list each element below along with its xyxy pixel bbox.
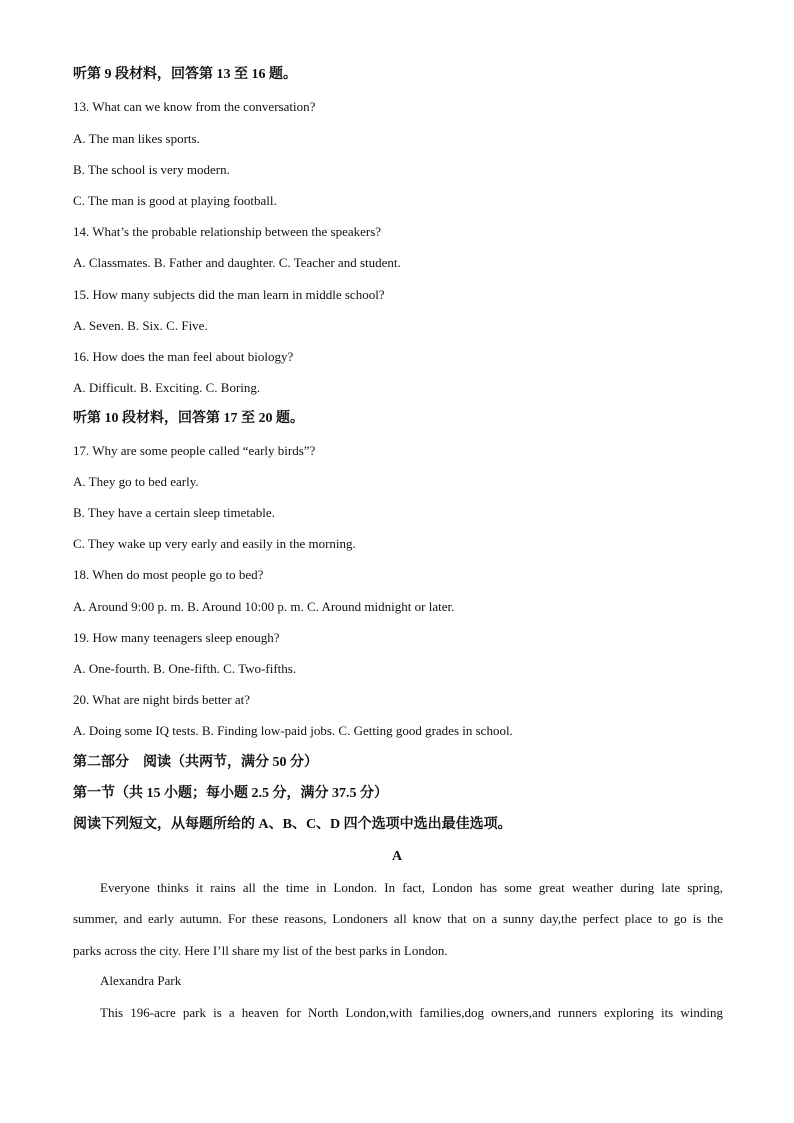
passage-label: A — [391, 849, 403, 864]
options-14: A. Classmates. B. Father and daughter. C. Teacher and student. — [73, 255, 401, 270]
passage-paragraph-1-line-3 — [73, 935, 723, 967]
options-16: A. Difficult. B. Exciting. C. Boring. — [73, 380, 261, 395]
question-20: 20. What are night birds better at? — [73, 692, 251, 707]
paragraph-1-line-1: Everyone thinks it rains all the time in London. In fact, London has some great weather during late spring, — [100, 880, 723, 895]
option-17-c: C. They wake up very early and easily in the morning. — [73, 536, 356, 551]
option-13-b: B. The school is very modern. — [73, 162, 230, 177]
options-18: A. Around 9:00 p. m. B. Around 10:00 p. m. C. Around midnight or later. — [73, 599, 455, 614]
question-18: 18. When do most people go to bed? — [73, 567, 264, 582]
paragraph-2-line-1: This 196-acre park is a heaven for North London,with families,dog owners,and runners exploring its winding — [100, 1005, 723, 1020]
passage-paragraph-1 — [73, 872, 723, 904]
question-17: 17. Why are some people called “early birds”? — [73, 443, 316, 458]
options-20: A. Doing some IQ tests. B. Finding low-paid jobs. C. Getting good grades in school. — [73, 723, 513, 738]
passage-paragraph-2 — [73, 997, 723, 1029]
question-14: 14. What’s the probable relationship between the speakers? — [73, 224, 382, 239]
section-10-header: 听第 10 段材料，回答第 17 至 20 题。 — [73, 411, 304, 426]
question-19: 19. How many teenagers sleep enough? — [73, 630, 280, 645]
reading-instruction: 阅读下列短文，从每题所给的 A、B、C、D 四个选项中选出最佳选项。 — [73, 817, 512, 832]
options-15: A. Seven. B. Six. C. Five. — [73, 318, 208, 333]
option-17-a: A. They go to bed early. — [73, 474, 199, 489]
option-13-a: A. The man likes sports. — [73, 131, 200, 146]
question-15: 15. How many subjects did the man learn in middle school? — [73, 287, 385, 302]
question-13: 13. What can we know from the conversation? — [73, 99, 316, 114]
passage-paragraph-1-line-2 — [73, 903, 723, 935]
option-17-b: B. They have a certain sleep timetable. — [73, 505, 275, 520]
part-2-header: 第二部分 阅读（共两节，满分 50 分） — [73, 755, 318, 770]
option-13-c: C. The man is good at playing football. — [73, 193, 277, 208]
question-16: 16. How does the man feel about biology? — [73, 349, 294, 364]
paragraph-1-line-2: summer, and early autumn. For these reasons, Londoners all know that on a sunny day,the perfect place to go is the — [73, 911, 723, 926]
paragraph-1-line-3: parks across the city. Here I’ll share my list of the best parks in London. — [73, 943, 448, 958]
section-1-header: 第一节（共 15 小题；每小题 2.5 分，满分 37.5 分） — [73, 786, 388, 801]
options-19: A. One-fourth. B. One-fifth. C. Two-fifths. — [73, 661, 297, 676]
section-9-header: 听第 9 段材料，回答第 13 至 16 题。 — [73, 67, 297, 82]
park-subheading: Alexandra Park — [100, 973, 182, 988]
